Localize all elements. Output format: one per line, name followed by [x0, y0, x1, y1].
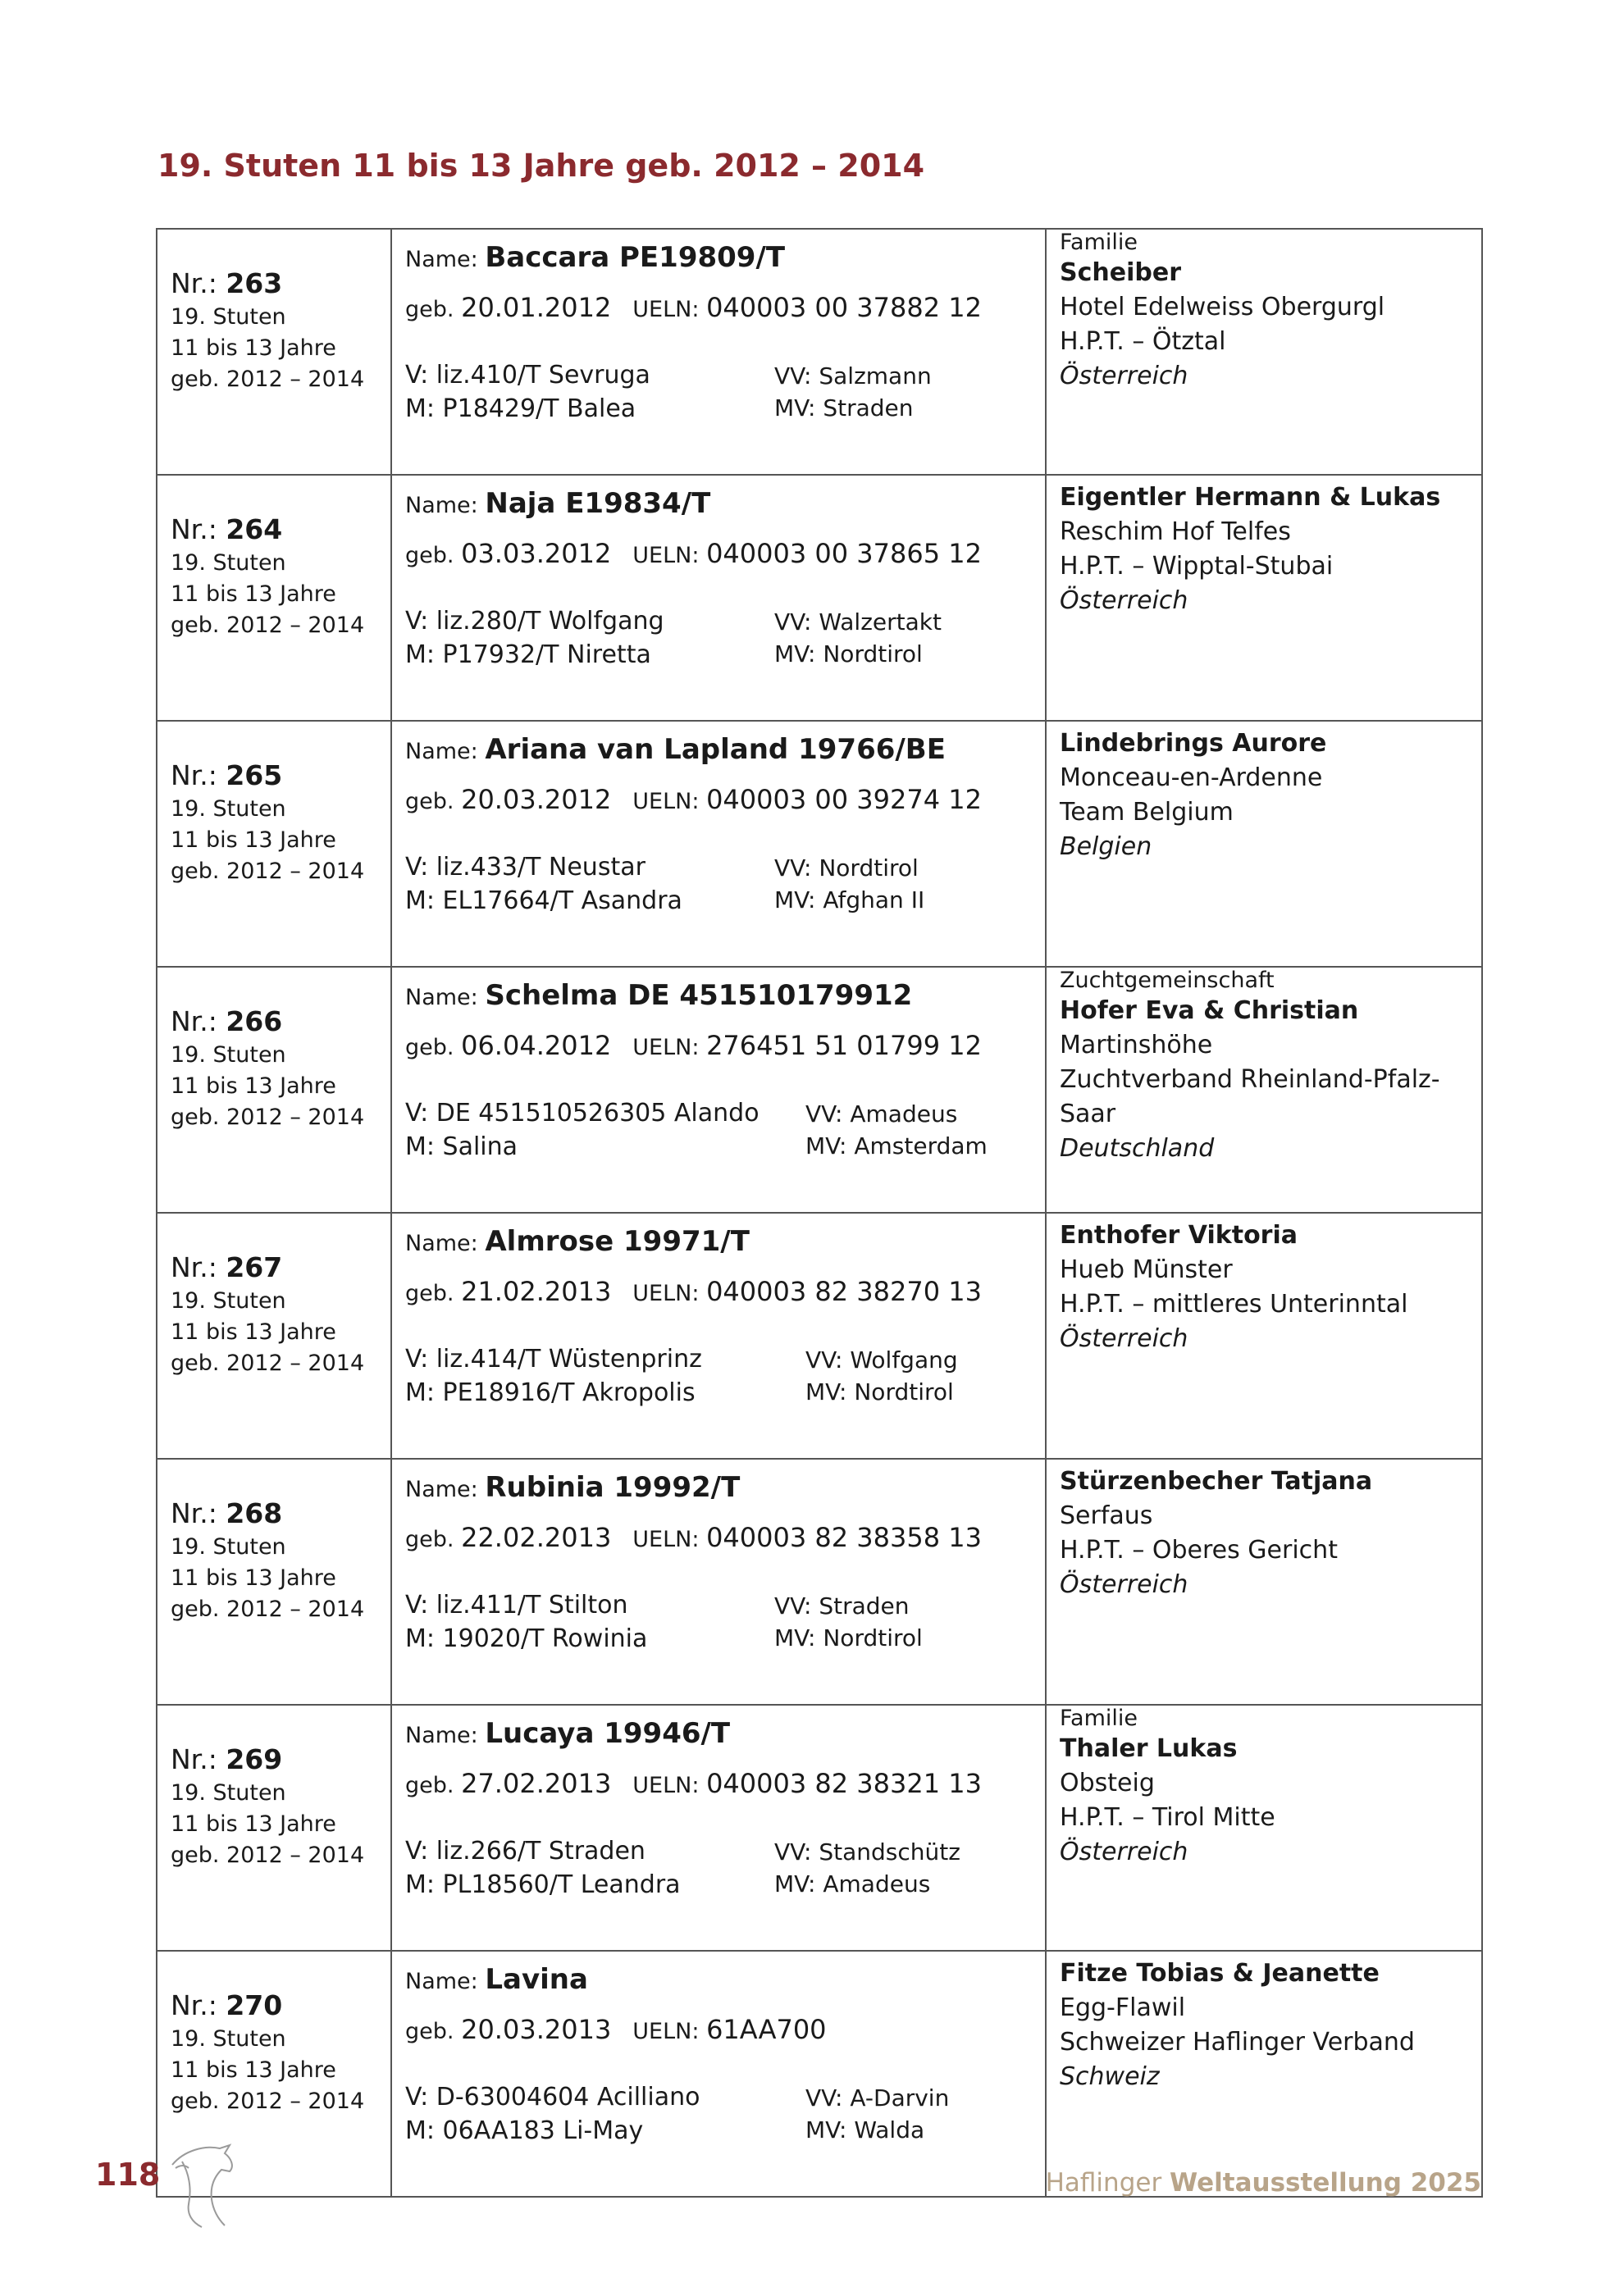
entry-class: 19. Stuten [171, 1534, 286, 1560]
horse-name [405, 1963, 588, 1996]
birth-date: 22.02.2013 [461, 1522, 612, 1553]
entry-age: 11 bis 13 Jahre [171, 1319, 336, 1345]
owner-line: H.P.T. – mittleres Unterinntal [1060, 1290, 1408, 1319]
owner-line: H.P.T. – Oberes Gericht [1060, 1536, 1338, 1565]
sire-of-sire: VV: A-Darvin [805, 2084, 950, 2112]
ueln-label: UELN: [632, 1035, 700, 1060]
entry-number-cell [157, 1705, 391, 1951]
owner-name: Enthofer Viktoria [1060, 1221, 1298, 1250]
entry-years: geb. 2012 – 2014 [171, 1105, 365, 1130]
birth-date: 03.03.2012 [461, 538, 612, 569]
entry-number [171, 1988, 390, 2024]
sire-of-sire: VV: Wolfgang [805, 1346, 958, 1374]
horse-name-value: Naja E19834/T [485, 487, 711, 520]
ueln-value: 040003 82 38358 13 [706, 1522, 982, 1553]
ueln-label: UELN: [632, 1281, 700, 1306]
horse-cell [391, 967, 1046, 1213]
owner-cell [1046, 1459, 1482, 1705]
birth-date: 06.04.2012 [461, 1030, 612, 1061]
owner-line: Serfaus [1060, 1501, 1153, 1530]
sire: V: DE 451510526305 Alando [405, 1099, 760, 1128]
entry-class: 19. Stuten [171, 304, 286, 330]
owner-country: Schweiz [1060, 2062, 1160, 2091]
owner-line: Monceau-en-Ardenne [1060, 763, 1323, 792]
dam: M: P17932/T Niretta [405, 640, 651, 669]
horse-name-value: Ariana van Lapland 19766/BE [485, 733, 946, 766]
dam: M: PL18560/T Leandra [405, 1870, 681, 1899]
publication-footer [1046, 2168, 1481, 2198]
nr-label: Nr.: [171, 1497, 217, 1529]
name-label: Name: [405, 1723, 478, 1748]
owner-line: Team Belgium [1060, 798, 1234, 827]
horse-cell [391, 1951, 1046, 2197]
name-label: Name: [405, 493, 478, 518]
horse-name-value: Almrose 19971/T [485, 1225, 750, 1258]
owner-line: Martinshöhe [1060, 1031, 1213, 1059]
owner-line: Hueb Münster [1060, 1255, 1233, 1284]
sire-of-dam: MV: Walda [805, 2116, 925, 2143]
horse-birth [405, 1276, 982, 1307]
horse-head-logo-icon [164, 2140, 238, 2230]
ueln-value: 276451 51 01799 12 [706, 1030, 982, 1061]
entry-number [171, 512, 390, 548]
owner-name: Stürzenbecher Tatjana [1060, 1467, 1373, 1496]
ueln-value: 040003 00 39274 12 [706, 784, 982, 815]
name-label: Name: [405, 1477, 478, 1502]
entry-number [171, 1742, 390, 1778]
owner-name: Scheiber [1060, 258, 1181, 287]
owner-line: Obsteig [1060, 1769, 1155, 1797]
ueln-label: UELN: [632, 789, 700, 814]
entry-number-cell [157, 1213, 391, 1459]
entry-age: 11 bis 13 Jahre [171, 1811, 336, 1837]
owner-country: Österreich [1060, 362, 1188, 390]
sire: V: liz.433/T Neustar [405, 853, 645, 882]
nr-label: Nr.: [171, 1005, 217, 1037]
entry-years: geb. 2012 – 2014 [171, 859, 365, 884]
sire-of-dam: MV: Amsterdam [805, 1132, 988, 1159]
ueln-value: 040003 00 37882 12 [706, 292, 982, 323]
entry-years: geb. 2012 – 2014 [171, 2089, 365, 2114]
nr-value: 265 [226, 759, 283, 791]
sire-of-sire: VV: Nordtirol [774, 854, 919, 882]
sire: V: liz.414/T Wüstenprinz [405, 1345, 702, 1374]
entry-number [171, 1004, 390, 1040]
owner-cell [1046, 475, 1482, 721]
horse-cell [391, 1705, 1046, 1951]
entry-years: geb. 2012 – 2014 [171, 367, 365, 392]
entry-age: 11 bis 13 Jahre [171, 1073, 336, 1099]
sire-of-dam: MV: Nordtirol [774, 1624, 923, 1651]
entry-age: 11 bis 13 Jahre [171, 2057, 336, 2083]
horse-cell [391, 1213, 1046, 1459]
nr-value: 266 [226, 1005, 283, 1037]
entry-number-cell [157, 967, 391, 1213]
owner-line: Schweizer Haflinger Verband [1060, 2028, 1415, 2057]
horse-name [405, 979, 912, 1012]
horse-birth [405, 1522, 982, 1553]
entry-years: geb. 2012 – 2014 [171, 1597, 365, 1622]
horse-birth [405, 2014, 827, 2045]
owner-name: Lindebrings Aurore [1060, 729, 1327, 758]
owner-line: Hotel Edelweiss Obergurgl [1060, 293, 1385, 321]
ueln-value: 040003 82 38270 13 [706, 1276, 982, 1307]
owner-cell [1046, 721, 1482, 967]
sire-of-dam: MV: Nordtirol [774, 640, 923, 667]
entry-class: 19. Stuten [171, 1042, 286, 1068]
nr-label: Nr.: [171, 267, 217, 299]
nr-label: Nr.: [171, 1743, 217, 1775]
owner-line: Saar [1060, 1100, 1116, 1128]
horse-name-value: Baccara PE19809/T [485, 241, 786, 274]
owner-line: Reschim Hof Telfes [1060, 517, 1291, 546]
sire-of-sire: VV: Amadeus [805, 1100, 958, 1128]
nr-value: 269 [226, 1743, 283, 1775]
name-label: Name: [405, 985, 478, 1010]
geb-label: geb. [405, 1527, 454, 1552]
dam: M: Salina [405, 1132, 518, 1161]
horse-name [405, 241, 785, 274]
section-title: 19. Stuten 11 bis 13 Jahre geb. 2012 – 2014 [157, 148, 925, 184]
geb-label: geb. [405, 543, 454, 568]
nr-label: Nr.: [171, 1989, 217, 2021]
entry-number [171, 266, 390, 302]
birth-date: 20.03.2013 [461, 2014, 612, 2045]
owner-country: Österreich [1060, 1838, 1188, 1866]
entry-age: 11 bis 13 Jahre [171, 827, 336, 853]
table-row [157, 1951, 1482, 2197]
name-label: Name: [405, 1969, 478, 1994]
entry-number [171, 1496, 390, 1532]
footer-prefix: Haflinger [1045, 2168, 1162, 2198]
sire: V: liz.280/T Wolfgang [405, 607, 664, 636]
entry-class: 19. Stuten [171, 1288, 286, 1314]
entry-class: 19. Stuten [171, 796, 286, 822]
sire-of-dam: MV: Amadeus [774, 1870, 931, 1897]
sire: V: liz.266/T Straden [405, 1837, 645, 1866]
owner-country: Belgien [1060, 832, 1152, 861]
horse-birth [405, 1768, 982, 1799]
geb-label: geb. [405, 1035, 454, 1060]
owner-country: Österreich [1060, 1570, 1188, 1599]
horse-name [405, 1225, 750, 1258]
entry-number-cell [157, 229, 391, 475]
entry-years: geb. 2012 – 2014 [171, 613, 365, 638]
geb-label: geb. [405, 297, 454, 322]
nr-label: Nr.: [171, 1251, 217, 1283]
owner-name: Eigentler Hermann & Lukas [1060, 483, 1441, 512]
table-row [157, 967, 1482, 1213]
sire-of-sire: VV: Straden [774, 1592, 910, 1620]
entry-years: geb. 2012 – 2014 [171, 1351, 365, 1376]
ueln-value: 040003 82 38321 13 [706, 1768, 982, 1799]
entry-number [171, 1250, 390, 1286]
geb-label: geb. [405, 1281, 454, 1306]
horse-name-value: Rubinia 19992/T [485, 1471, 741, 1504]
birth-date: 20.03.2012 [461, 784, 612, 815]
horse-cell [391, 1459, 1046, 1705]
nr-value: 263 [226, 267, 283, 299]
page-number: 118 [95, 2157, 161, 2193]
horse-birth [405, 1030, 982, 1061]
owner-line: Egg-Flawil [1060, 1993, 1186, 2022]
nr-value: 264 [226, 513, 283, 545]
name-label: Name: [405, 247, 478, 272]
dam: M: 06AA183 Li-May [405, 2116, 644, 2145]
entry-class: 19. Stuten [171, 1780, 286, 1806]
horse-cell [391, 475, 1046, 721]
owner-prefix: Familie [1060, 230, 1138, 255]
ueln-value: 61AA700 [706, 2014, 827, 2045]
name-label: Name: [405, 739, 478, 764]
horse-name-value: Lucaya 19946/T [485, 1717, 731, 1750]
entry-number [171, 758, 390, 794]
ueln-label: UELN: [632, 1527, 700, 1552]
entry-number-cell [157, 721, 391, 967]
owner-name: Thaler Lukas [1060, 1734, 1238, 1763]
birth-date: 27.02.2013 [461, 1768, 612, 1799]
horse-birth [405, 292, 982, 323]
table-row [157, 229, 1482, 475]
ueln-label: UELN: [632, 1773, 700, 1798]
owner-cell [1046, 1951, 1482, 2197]
nr-label: Nr.: [171, 759, 217, 791]
horse-name-value: Schelma DE 451510179912 [485, 979, 913, 1012]
owner-name: Hofer Eva & Christian [1060, 996, 1359, 1025]
table-row [157, 721, 1482, 967]
geb-label: geb. [405, 2019, 454, 2044]
owner-country: Österreich [1060, 586, 1188, 615]
horse-name [405, 1717, 730, 1750]
table-row [157, 1705, 1482, 1951]
birth-date: 20.01.2012 [461, 292, 612, 323]
owner-prefix: Zuchtgemeinschaft [1060, 968, 1275, 993]
sire-of-sire: VV: Walzertakt [774, 608, 942, 636]
table-row [157, 1213, 1482, 1459]
sire-of-dam: MV: Nordtirol [805, 1378, 954, 1405]
owner-cell [1046, 1705, 1482, 1951]
owner-line: H.P.T. – Wipptal-Stubai [1060, 552, 1334, 581]
birth-date: 21.02.2013 [461, 1276, 612, 1307]
horse-name [405, 487, 710, 520]
entry-years: geb. 2012 – 2014 [171, 1843, 365, 1868]
entry-table [156, 228, 1483, 2198]
horse-name [405, 733, 946, 766]
owner-cell [1046, 229, 1482, 475]
table-row [157, 475, 1482, 721]
entry-class: 19. Stuten [171, 2026, 286, 2052]
nr-label: Nr.: [171, 513, 217, 545]
sire: V: D-63004604 Acilliano [405, 2083, 700, 2112]
horse-cell [391, 721, 1046, 967]
sire: V: liz.411/T Stilton [405, 1591, 628, 1620]
entry-age: 11 bis 13 Jahre [171, 335, 336, 361]
geb-label: geb. [405, 1773, 454, 1798]
dam: M: P18429/T Balea [405, 394, 636, 423]
owner-line: H.P.T. – Ötztal [1060, 327, 1226, 356]
table-row [157, 1459, 1482, 1705]
owner-country: Deutschland [1060, 1134, 1215, 1163]
sire-of-dam: MV: Afghan II [774, 886, 925, 913]
entry-number-cell [157, 475, 391, 721]
horse-name-value: Lavina [485, 1963, 588, 1996]
nr-value: 267 [226, 1251, 283, 1283]
geb-label: geb. [405, 789, 454, 814]
owner-cell [1046, 1213, 1482, 1459]
nr-value: 268 [226, 1497, 283, 1529]
owner-cell [1046, 967, 1482, 1213]
owner-prefix: Familie [1060, 1706, 1138, 1731]
ueln-label: UELN: [632, 543, 700, 568]
sire-of-sire: VV: Salzmann [774, 362, 932, 390]
ueln-value: 040003 00 37865 12 [706, 538, 982, 569]
sire-of-dam: MV: Straden [774, 394, 914, 421]
owner-line: H.P.T. – Tirol Mitte [1060, 1803, 1275, 1832]
entry-class: 19. Stuten [171, 550, 286, 576]
horse-name [405, 1471, 740, 1504]
entry-age: 11 bis 13 Jahre [171, 581, 336, 607]
sire: V: liz.410/T Sevruga [405, 361, 650, 390]
owner-name: Fitze Tobias & Jeanette [1060, 1959, 1380, 1988]
name-label: Name: [405, 1231, 478, 1256]
sire-of-sire: VV: Standschütz [774, 1838, 960, 1866]
dam: M: 19020/T Rowinia [405, 1624, 648, 1653]
entry-number-cell [157, 1459, 391, 1705]
nr-value: 270 [226, 1989, 283, 2021]
ueln-label: UELN: [632, 2019, 700, 2044]
dam: M: EL17664/T Asandra [405, 886, 682, 915]
footer-bold: Weltausstellung 2025 [1170, 2168, 1481, 2198]
entry-age: 11 bis 13 Jahre [171, 1565, 336, 1591]
horse-cell [391, 229, 1046, 475]
dam: M: PE18916/T Akropolis [405, 1378, 696, 1407]
owner-line: Zuchtverband Rheinland-Pfalz- [1060, 1065, 1440, 1094]
ueln-label: UELN: [632, 297, 700, 322]
owner-country: Österreich [1060, 1324, 1188, 1353]
horse-birth [405, 538, 982, 569]
horse-birth [405, 784, 982, 815]
